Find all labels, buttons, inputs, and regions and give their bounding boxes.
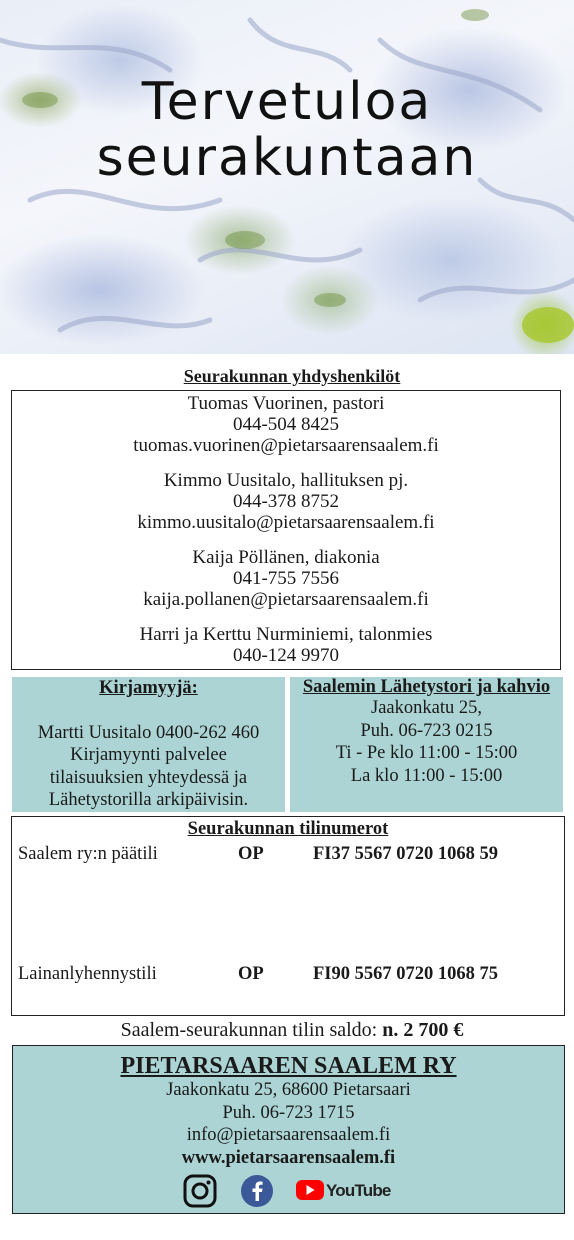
bookseller-title: Kirjamyyjä: (99, 678, 198, 698)
contact-email: tuomas.vuorinen@pietarsaarensaalem.fi (133, 435, 439, 456)
accounts-title: Seurakunnan tilinumerot (187, 819, 389, 839)
contact-email: kimmo.uusitalo@pietarsaarensaalem.fi (137, 512, 435, 533)
account-balance (0, 1019, 574, 1042)
org-email-link[interactable]: info@pietarsaarensaalem.fi (186, 1125, 391, 1145)
mission-shop-hours-weekday: Ti - Pe klo 11:00 - 15:00 (335, 743, 518, 763)
mission-shop-address: Jaakonkatu 25, (371, 698, 482, 718)
mission-shop-phone: Puh. 06-723 0215 (360, 720, 493, 741)
contact-name: Kimmo Uusitalo, hallituksen pj. (163, 470, 409, 491)
contacts-box (11, 390, 561, 670)
org-website-link[interactable]: www.pietarsaarensaalem.fi (181, 1147, 396, 1168)
contacts-heading: Seurakunnan yhdyshenkilöt (183, 366, 401, 386)
hero-title-line-1: Tervetuloa (141, 72, 433, 132)
mission-shop-panel (290, 677, 563, 812)
contact-phone: 041-755 7556 (232, 568, 340, 589)
contact-name: Tuomas Vuorinen, pastori (187, 393, 385, 414)
contact-phone: 044-378 8752 (232, 491, 340, 512)
account-iban: FI37 5567 0720 1068 59 (313, 844, 498, 864)
bookseller-text-1: Kirjamyynti palvelee (70, 745, 227, 765)
facebook-icon[interactable] (240, 1174, 274, 1208)
hero-title (0, 74, 574, 186)
contact-board-chair (12, 470, 560, 533)
contact-phone: 044-504 8425 (232, 414, 340, 435)
accounts-box (11, 816, 565, 1016)
account-iban: FI90 5567 0720 1068 75 (313, 964, 498, 984)
hero-banner (0, 0, 574, 354)
bookseller-text-3: Lähetystorilla arkipäivisin. (48, 790, 249, 810)
bookseller-text-2: tilaisuuksien yhteydessä ja (49, 767, 248, 788)
mission-shop-title: Saalemin Lähetystori ja kahvio (302, 677, 551, 697)
bookseller-contact: Martti Uusitalo 0400-262 460 (37, 722, 260, 743)
contact-email: kaija.pollanen@pietarsaarensaalem.fi (143, 589, 429, 610)
hero-title-line-2: seurakuntaan (96, 128, 478, 188)
youtube-icon[interactable] (295, 1178, 395, 1202)
balance-amount: n. 2 700 € (382, 1019, 464, 1041)
contact-diaconia (12, 547, 560, 610)
footer-panel (12, 1045, 565, 1214)
account-bank: OP (238, 844, 264, 864)
org-address: Jaakonkatu 25, 68600 Pietarsaari (166, 1080, 411, 1100)
social-icons (13, 1172, 564, 1210)
youtube-wordmark: YouTube (326, 1181, 391, 1200)
org-phone: Puh. 06-723 1715 (222, 1102, 355, 1123)
account-name: Saalem ry:n päätili (18, 844, 158, 864)
contact-name: Harri ja Kerttu Nurminiemi, talonmies (139, 624, 433, 645)
bookseller-panel (12, 677, 285, 812)
account-name: Lainanlyhennystili (18, 964, 157, 984)
instagram-icon[interactable] (183, 1174, 217, 1208)
balance-label: Saalem-seurakunnan tilin saldo: (120, 1019, 378, 1041)
account-bank: OP (238, 964, 264, 984)
contact-name: Kaija Pöllänen, diakonia (192, 547, 380, 568)
mission-shop-hours-saturday: La klo 11:00 - 15:00 (350, 765, 503, 786)
contact-pastor (12, 393, 560, 456)
contact-phone: 040-124 9970 (232, 645, 340, 666)
org-name: PIETARSAAREN SAALEM RY (120, 1053, 457, 1079)
contact-caretaker (12, 624, 560, 666)
